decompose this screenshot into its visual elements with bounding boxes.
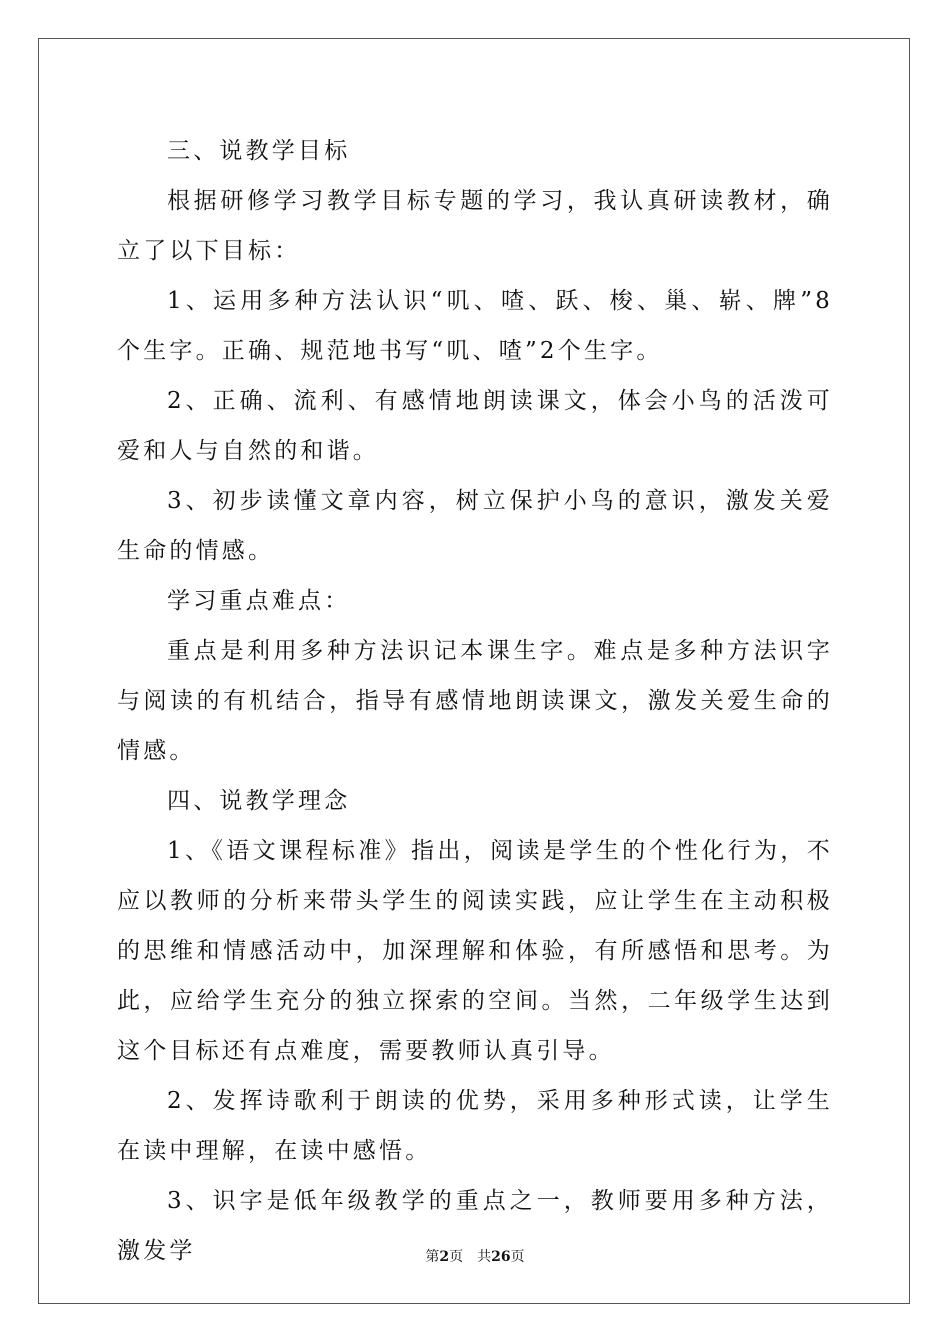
footer-page-number: 2 (439, 1249, 450, 1265)
page-footer (0, 1247, 950, 1267)
footer-page-suffix: 页 (449, 1249, 464, 1265)
heading-key-points: 学习重点难点： (167, 588, 351, 614)
paragraph-goal-3: 3、初步读懂文章内容，树立保护小鸟的意识，激发关爱生命的情感。 (117, 488, 833, 564)
paragraph-goals-intro: 根据研修学习教学目标专题的学习，我认真研读教材，确立了以下目标： (117, 188, 833, 264)
paragraph-philosophy-3: 3、识字是低年级教学的重点之一，教师要用多种方法，激发学 (117, 1188, 833, 1264)
footer-page-prefix: 第 (425, 1249, 440, 1265)
paragraph-philosophy-2: 2、发挥诗歌利于朗读的优势，采用多种形式读，让学生在读中理解，在读中感悟。 (117, 1088, 833, 1164)
footer-total-prefix: 共 (477, 1249, 492, 1265)
heading-teaching-philosophy: 四、说教学理念 (167, 788, 351, 814)
heading-teaching-goals: 三、说教学目标 (167, 138, 351, 164)
paragraph-goal-2: 2、正确、流利、有感情地朗读课文，体会小鸟的活泼可爱和人与自然的和谐。 (117, 388, 833, 464)
paragraph-goal-1: 1、运用多种方法认识“叽、喳、跃、梭、巢、崭、牌”8个生字。正确、规范地书写“叽、喳”2个生字。 (117, 288, 833, 364)
paragraph-philosophy-1: 1、《语文课程标准》指出，阅读是学生的个性化行为，不应以教师的分析来带头学生的阅读实践，应让学生在主动积极的思维和情感活动中，加深理解和体验，有所感悟和思考。为此，应给学生充分的独立探索的空间。当然，二年级学生达到这个目标还有点难度，需要教师认真引导。 (117, 838, 833, 1064)
document-body (117, 126, 833, 1276)
footer-total-suffix: 页 (510, 1249, 525, 1265)
paragraph-key-points: 重点是利用多种方法识记本课生字。难点是多种方法识字与阅读的有机结合，指导有感情地朗读课文，激发关爱生命的情感。 (117, 638, 833, 764)
footer-total-pages: 26 (491, 1249, 511, 1265)
